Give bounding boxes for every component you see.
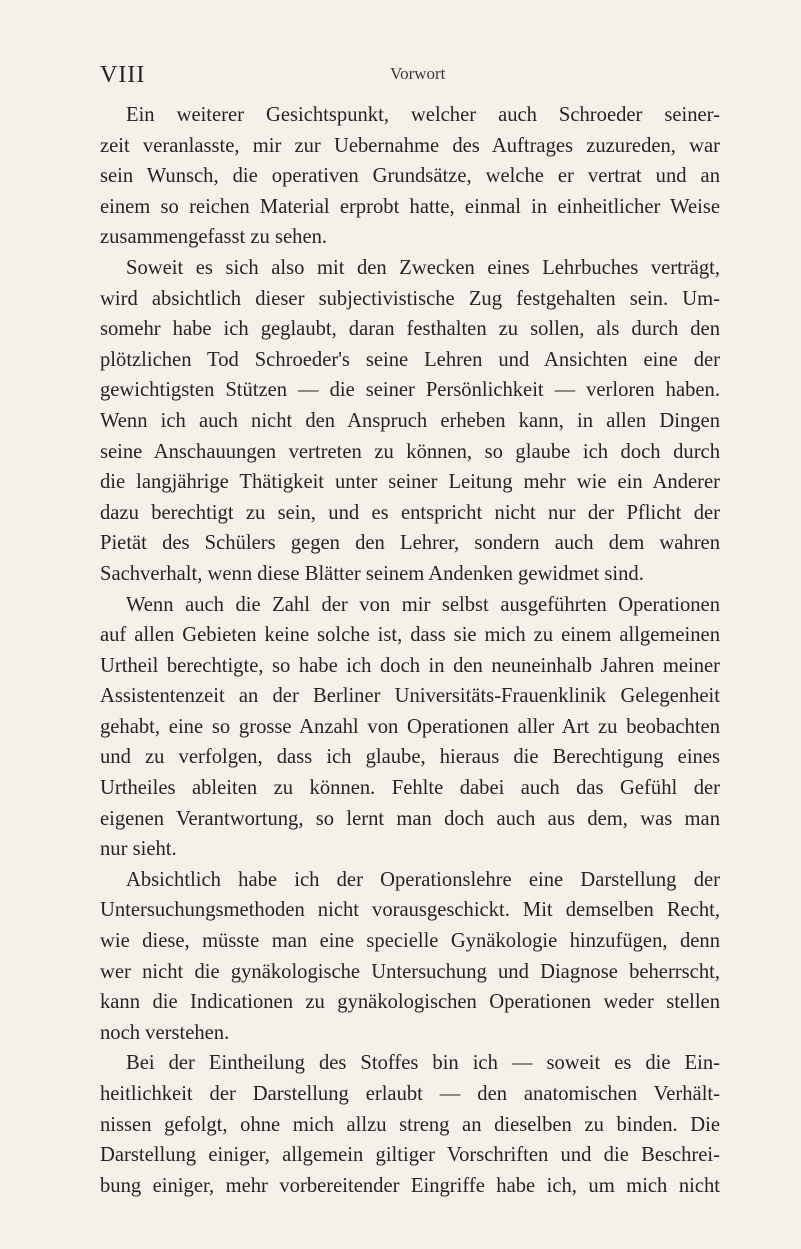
text-line: somehr habe ich geglaubt, daran festhalten zu sollen, als durch den bbox=[100, 318, 720, 341]
body-text bbox=[100, 100, 720, 1201]
text-line: gewichtigsten Stützen — die seiner Persönlichkeit — verloren haben. bbox=[100, 379, 720, 402]
text-line: kann die Indicationen zu gynäkologischen Operationen weder stellen bbox=[100, 991, 720, 1014]
text-line: Pietät des Schülers gegen den Lehrer, sondern auch dem wahren bbox=[100, 532, 720, 555]
text-line: bung einiger, mehr vorbereitender Eingriffe habe ich, um mich nicht bbox=[100, 1174, 720, 1197]
page-number: VIII bbox=[100, 62, 146, 88]
text-line: Urtheiles ableiten zu können. Fehlte dabei auch das Gefühl der bbox=[100, 777, 720, 800]
text-line: Bei der Eintheilung des Stoffes bin ich — soweit es die Ein- bbox=[126, 1052, 720, 1075]
text-line: plötzlichen Tod Schroeder's seine Lehren und Ansichten eine der bbox=[100, 348, 720, 371]
text-line: heitlichkeit der Darstellung erlaubt — den anatomischen Verhält- bbox=[100, 1083, 720, 1105]
text-line: noch verstehen. bbox=[100, 1021, 230, 1044]
paragraph-5 bbox=[100, 1048, 720, 1201]
text-line: nissen gefolgt, ohne mich allzu streng an dieselben zu binden. Die bbox=[100, 1113, 720, 1136]
text-line: Untersuchungsmethoden nicht vorausgeschickt. Mit demselben Recht, bbox=[100, 899, 720, 922]
running-head bbox=[100, 62, 720, 92]
text-line: Urtheil berechtigte, so habe ich doch in den neuneinhalb Jahren meiner bbox=[100, 654, 720, 677]
text-line: zeit veranlasste, mir zur Uebernahme des Auftrages zuzureden, war bbox=[100, 134, 720, 157]
text-line: einem so reichen Material erprobt hatte, einmal in einheitlicher Weise bbox=[100, 195, 720, 218]
text-line: Sachverhalt, wenn diese Blätter seinem Andenken gewidmet sind. bbox=[100, 562, 644, 585]
text-line: Wenn ich auch nicht den Anspruch erheben kann, in allen Dingen bbox=[100, 409, 720, 432]
text-line: Soweit es sich also mit den Zwecken eines Lehrbuches verträgt, bbox=[126, 256, 720, 279]
text-line: zusammengefasst zu sehen. bbox=[100, 226, 328, 249]
text-line: Assistentenzeit an der Berliner Universitäts-Frauenklinik Gelegenheit bbox=[100, 685, 720, 708]
paragraph-1 bbox=[100, 100, 720, 253]
text-line: die langjährige Thätigkeit unter seiner Leitung mehr wie ein Anderer bbox=[100, 471, 720, 494]
paragraph-3 bbox=[100, 590, 720, 865]
text-line: Wenn auch die Zahl der von mir selbst ausgeführten Operationen bbox=[126, 593, 720, 616]
text-line: und zu verfolgen, dass ich glaube, hieraus die Berechtigung eines bbox=[100, 746, 720, 769]
text-line: wer nicht die gynäkologische Untersuchung und Diagnose beherrscht, bbox=[100, 960, 720, 983]
text-line: nur sieht. bbox=[100, 838, 177, 861]
paragraph-4 bbox=[100, 865, 720, 1049]
text-line: auf allen Gebieten keine solche ist, dass sie mich zu einem allgemeinen bbox=[100, 624, 720, 647]
text-line: Darstellung einiger, allgemein giltiger Vorschriften und die Beschrei- bbox=[100, 1144, 720, 1167]
text-line: wie diese, müsste man eine specielle Gynäkologie hinzufügen, denn bbox=[100, 930, 720, 953]
text-line: seine Anschauungen vertreten zu können, so glaube ich doch durch bbox=[100, 440, 720, 463]
text-line: eigenen Verantwortung, so lernt man doch auch aus dem, was man bbox=[100, 807, 720, 830]
paragraph-2 bbox=[100, 253, 720, 590]
text-line: dazu berechtigt zu sein, und es entspricht nicht nur der Pflicht der bbox=[100, 501, 720, 524]
text-line: gehabt, eine so grosse Anzahl von Operationen aller Art zu beobachten bbox=[100, 715, 720, 738]
text-line: wird absichtlich dieser subjectivistische Zug festgehalten sein. Um- bbox=[100, 287, 720, 310]
text-line: sein Wunsch, die operativen Grundsätze, welche er vertrat und an bbox=[100, 165, 720, 188]
text-line: Absichtlich habe ich der Operationslehre eine Darstellung der bbox=[126, 868, 720, 891]
text-line: Ein weiterer Gesichtspunkt, welcher auch Schroeder seiner- bbox=[126, 104, 720, 126]
section-title: Vorwort bbox=[390, 64, 446, 83]
